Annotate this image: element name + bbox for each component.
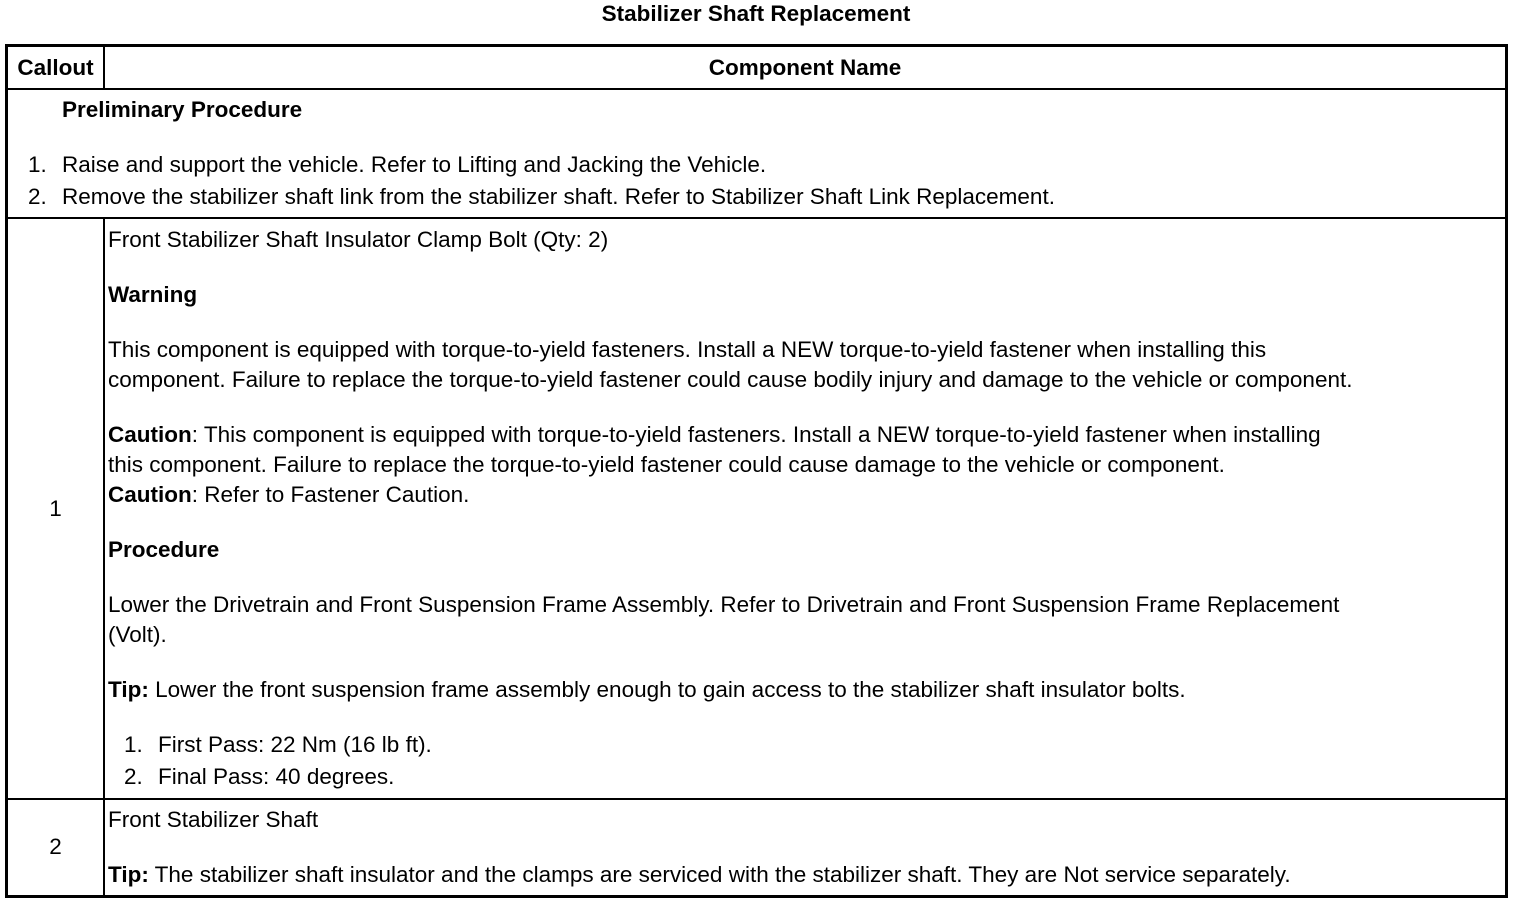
tip-body: The stabilizer shaft insulator and the clamps are serviced with the stabilizer shaft. They are Not service separately. [148,862,1291,887]
caution-body: : This component is equipped with torque-to-yield fasteners. Install a NEW torque-to-yield fastener when installing [191,422,1321,447]
procedure-text: Lower the Drivetrain and Front Suspension Frame Assembly. Refer to Drivetrain and Front Suspension Frame Replacement [108,592,1340,617]
component-name-header: Component Name [708,55,902,80]
callout-header: Callout [17,55,94,80]
tip-text [108,861,1291,889]
caution-label: Caution [108,482,192,507]
caution-text [108,421,1321,449]
component-name: Front Stabilizer Shaft [108,807,319,832]
procedure-text: (Volt). [108,622,167,647]
torque-step-number: 1. [124,732,143,757]
caution-text: this component. Failure to replace the torque-to-yield fastener could cause damage to the vehicle or component. [108,452,1225,477]
preliminary-step-number: 1. [28,152,47,177]
caution-text [108,481,469,509]
preliminary-step-text: Remove the stabilizer shaft link from the stabilizer shaft. Refer to Stabilizer Shaft Link Replacement. [62,184,1055,209]
body-column-divider [103,217,105,895]
warning-text: component. Failure to replace the torque-to-yield fastener could cause bodily injury and damage to the vehicle or component. [108,367,1353,392]
torque-step-text: First Pass: 22 Nm (16 lb ft). [158,732,432,757]
caution-body: : Refer to Fastener Caution. [191,482,470,507]
procedure-table [5,44,1508,898]
tip-body: Lower the front suspension frame assembly enough to gain access to the stabilizer shaft insulator bolts. [148,677,1186,702]
warning-heading: Warning [108,282,198,307]
component-name: Front Stabilizer Shaft Insulator Clamp Bolt (Qty: 2) [108,227,609,252]
warning-text: This component is equipped with torque-to-yield fasteners. Install a NEW torque-to-yield fastener when installing this [108,337,1267,362]
caution-label: Caution [108,422,192,447]
row-divider [8,798,1505,800]
tip-label: Tip: [108,862,149,887]
document-title: Stabilizer Shaft Replacement [601,1,911,26]
torque-step-number: 2. [124,764,143,789]
preliminary-heading: Preliminary Procedure [62,97,303,122]
procedure-heading: Procedure [108,537,220,562]
preliminary-step-text: Raise and support the vehicle. Refer to Lifting and Jacking the Vehicle. [62,152,767,177]
preliminary-step-number: 2. [28,184,47,209]
header-divider [8,88,1505,90]
callout-number: 1 [49,496,62,521]
tip-label: Tip: [108,677,149,702]
preliminary-divider [8,217,1505,219]
torque-step-text: Final Pass: 40 degrees. [158,764,395,789]
tip-text [108,676,1186,704]
callout-number: 2 [49,834,62,859]
